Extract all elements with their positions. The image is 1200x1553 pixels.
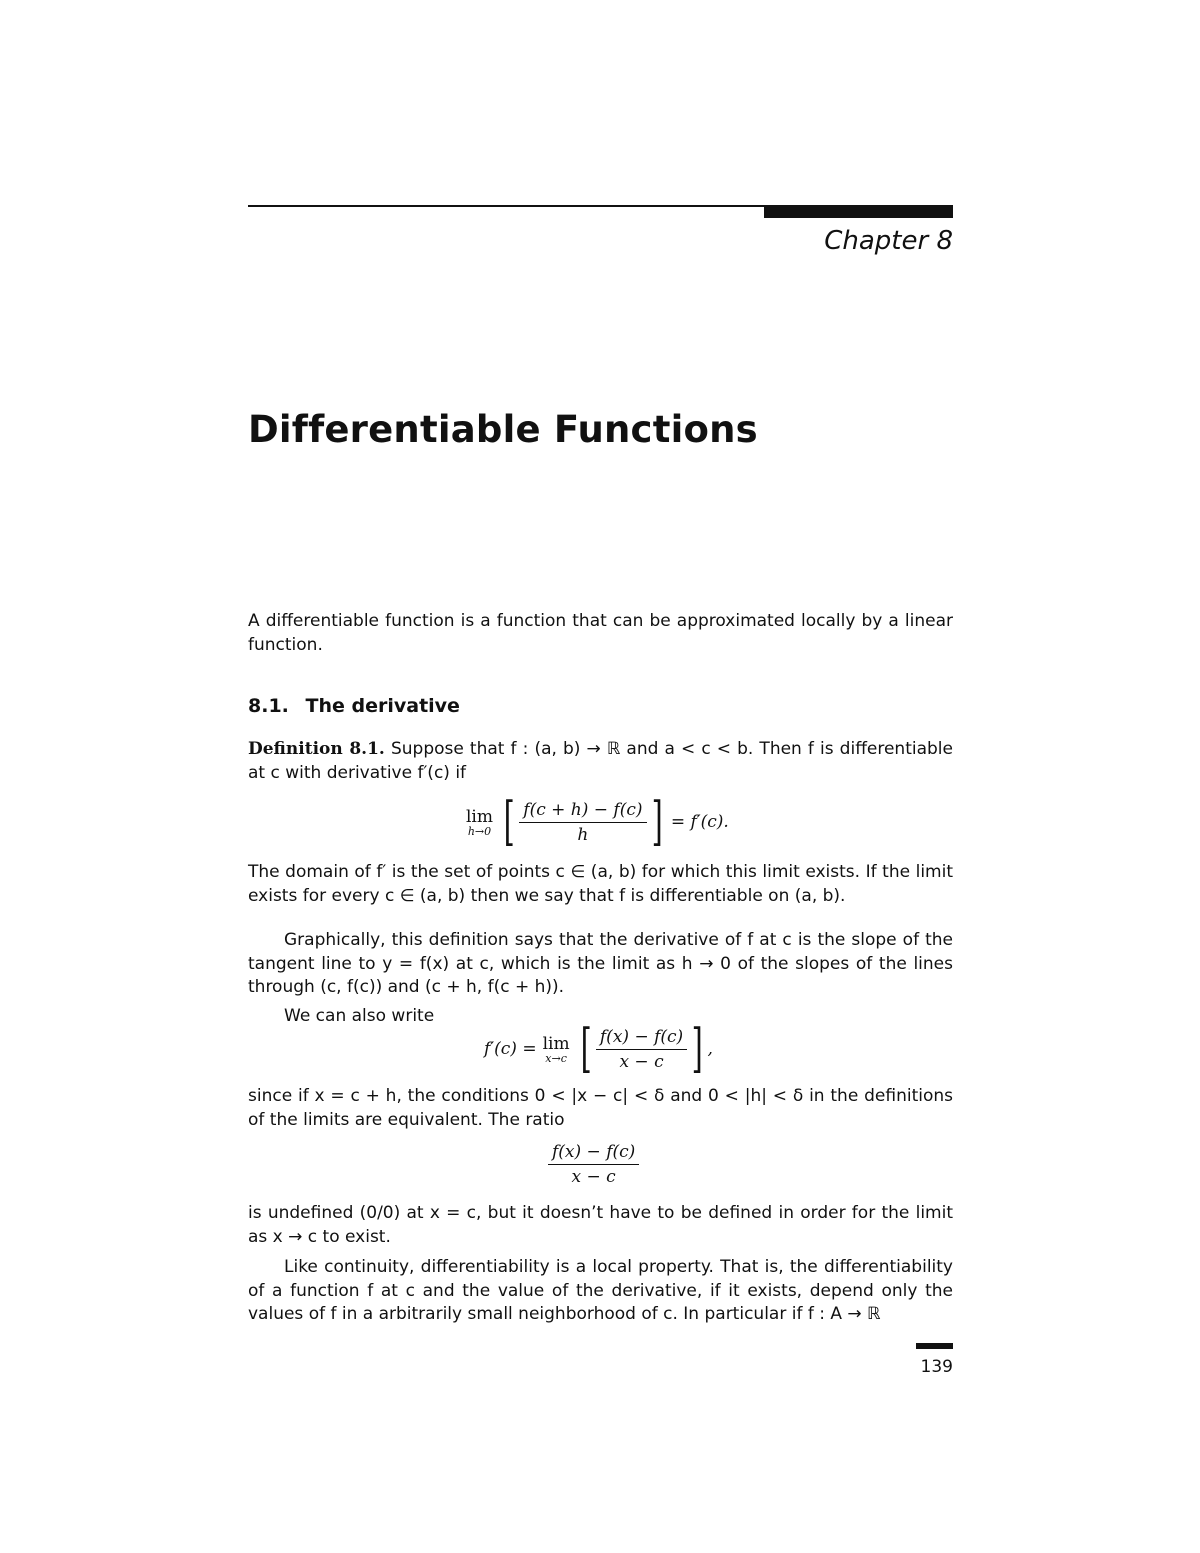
- page-number-mark: [916, 1343, 953, 1349]
- eq2-lhs: f′(c) =: [484, 1039, 537, 1059]
- eq2-left-bracket: [: [580, 1019, 592, 1079]
- definition-label: Definition 8.1.: [248, 739, 385, 759]
- equation-derivative-definition: [466, 792, 729, 852]
- eq2-lim-word: lim: [542, 1033, 570, 1054]
- eq3-denominator: x − c: [571, 1167, 616, 1187]
- eq2-fraction: [596, 1027, 687, 1072]
- eq3-fraction: [548, 1142, 639, 1187]
- section-heading: [248, 695, 460, 717]
- since-paragraph: since if x = c + h, the conditions 0 < |x − c| < δ and 0 < |h| < δ in the definitions of the limits are equivalent. The ratio: [248, 1086, 953, 1130]
- eq1-numerator: f(c + h) − f(c): [519, 800, 646, 823]
- eq2-numerator: f(x) − f(c): [596, 1027, 687, 1050]
- header-rule-thin: [248, 205, 764, 207]
- eq1-lim-sub: h→0: [467, 824, 492, 838]
- eq2-right-bracket: ]: [691, 1019, 703, 1079]
- eq1-denominator: h: [577, 824, 589, 845]
- section-number: 8.1.: [248, 695, 289, 717]
- eq2-lim-sub: x→c: [545, 1051, 567, 1065]
- eq1-limit: [466, 807, 493, 838]
- local-property-paragraph: Like continuity, differentiability is a local property. That is, the differentiability of a function f at c and the value of the derivative, if it exists, depend only the values of f in a arbitrarily small neighborhood of c. In particular if f : A → ℝ: [248, 1257, 953, 1324]
- eq1-left-bracket: [: [503, 792, 515, 852]
- domain-paragraph: The domain of f′ is the set of points c ∈ (a, b) for which this limit exists. If the limit exists for every c ∈ (a, b) then we say that f is differentiable on (a, b).: [248, 862, 953, 906]
- intro-paragraph: A differentiable function is a function that can be approximated locally by a linear function.: [248, 611, 953, 655]
- eq3-numerator: f(x) − f(c): [548, 1142, 639, 1165]
- eq2-denominator: x − c: [619, 1051, 664, 1072]
- eq1-lim-word: lim: [466, 806, 493, 827]
- eq2-limit: [543, 1034, 570, 1065]
- equation-derivative-alternate: [484, 1019, 713, 1079]
- chapter-label: Chapter 8: [824, 226, 953, 256]
- eq2-trailing-comma: ,: [707, 1039, 713, 1059]
- definition-text: Suppose that f : (a, b) → ℝ and a < c < b. Then f is differentiable at c with derivative f′(c) if: [248, 739, 953, 783]
- page-number: 139: [920, 1357, 953, 1377]
- also-write-line: We can also write: [284, 1006, 435, 1026]
- eq1-rhs: = f′(c).: [670, 812, 729, 832]
- equation-difference-quotient: [548, 1142, 639, 1187]
- eq1-fraction: [519, 800, 646, 845]
- graphical-paragraph: Graphically, this definition says that the derivative of f at c is the slope of the tangent line to y = f(x) at c, which is the limit as h → 0 of the slopes of the lines through (c, f(c)) and (c + h, f(c + h)).: [248, 930, 953, 997]
- section-title: The derivative: [305, 695, 460, 717]
- definition-paragraph: [248, 738, 953, 785]
- undefined-paragraph: is undefined (0/0) at x = c, but it doesn’t have to be defined in order for the limit as x → c to exist.: [248, 1203, 953, 1247]
- chapter-title: Differentiable Functions: [248, 408, 758, 451]
- header-rule-thick: [764, 205, 953, 218]
- eq1-right-bracket: ]: [651, 792, 663, 852]
